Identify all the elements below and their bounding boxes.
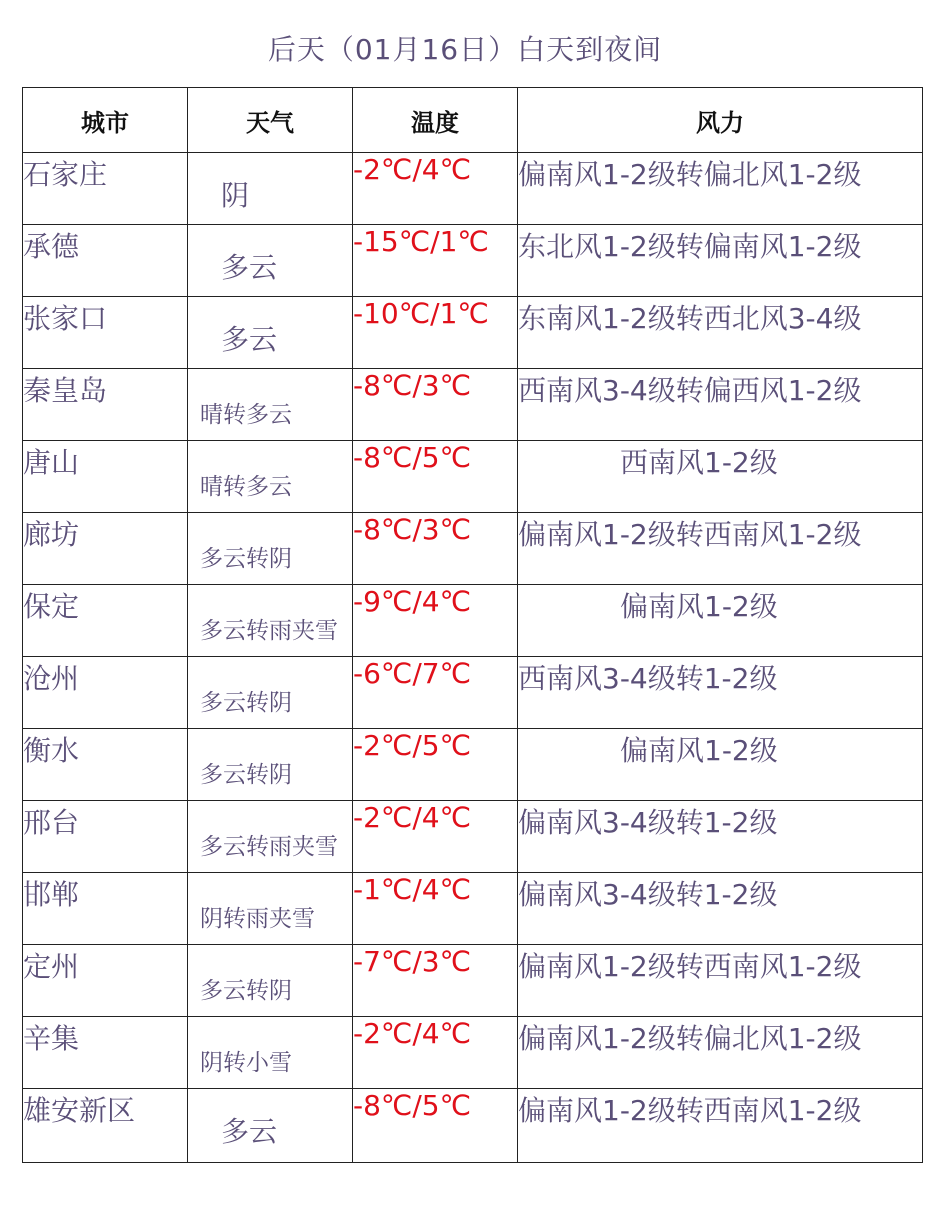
city-cell: 沧州 (23, 657, 188, 729)
wind-cell: 偏南风3-4级转1-2级 (518, 873, 923, 945)
table-row (23, 225, 923, 297)
temp-cell: -8℃/3℃ (353, 513, 518, 585)
header-wind: 风力 (518, 88, 923, 153)
temp-cell: -2℃/4℃ (353, 801, 518, 873)
table-row (23, 801, 923, 873)
table-row (23, 513, 923, 585)
city-cell: 雄安新区 (23, 1089, 188, 1163)
temp-cell: -8℃/3℃ (353, 369, 518, 441)
wind-cell: 偏南风1-2级 (518, 585, 923, 657)
wind-cell: 偏南风1-2级 (518, 729, 923, 801)
temp-cell: -10℃/1℃ (353, 297, 518, 369)
city-cell: 衡水 (23, 729, 188, 801)
temp-cell: -8℃/5℃ (353, 441, 518, 513)
city-cell: 承德 (23, 225, 188, 297)
table-row (23, 945, 923, 1017)
wind-cell: 偏南风1-2级转西南风1-2级 (518, 945, 923, 1017)
city-cell: 定州 (23, 945, 188, 1017)
table-row (23, 441, 923, 513)
table-header-row (23, 88, 923, 153)
table-row (23, 657, 923, 729)
header-city: 城市 (23, 88, 188, 153)
weather-cell: 晴转多云 (188, 369, 353, 441)
weather-cell: 多云转阴 (188, 513, 353, 585)
temp-cell: -9℃/4℃ (353, 585, 518, 657)
table-row (23, 873, 923, 945)
wind-cell: 偏南风1-2级转偏北风1-2级 (518, 1017, 923, 1089)
table-row (23, 1089, 923, 1163)
table-row (23, 729, 923, 801)
city-cell: 张家口 (23, 297, 188, 369)
table-row (23, 369, 923, 441)
table-row (23, 1017, 923, 1089)
forecast-table (22, 87, 923, 1163)
weather-cell: 阴转小雪 (188, 1017, 353, 1089)
wind-cell: 西南风1-2级 (518, 441, 923, 513)
city-cell: 辛集 (23, 1017, 188, 1089)
wind-cell: 西南风3-4级转1-2级 (518, 657, 923, 729)
city-cell: 保定 (23, 585, 188, 657)
wind-cell: 偏南风1-2级转偏北风1-2级 (518, 153, 923, 225)
temp-cell: -2℃/4℃ (353, 1017, 518, 1089)
wind-cell: 偏南风1-2级转西南风1-2级 (518, 1089, 923, 1163)
wind-cell: 东北风1-2级转偏南风1-2级 (518, 225, 923, 297)
weather-cell: 多云转阴 (188, 729, 353, 801)
city-cell: 邢台 (23, 801, 188, 873)
temp-cell: -2℃/4℃ (353, 153, 518, 225)
weather-cell: 阴 (188, 153, 353, 225)
weather-cell: 多云转阴 (188, 945, 353, 1017)
city-cell: 唐山 (23, 441, 188, 513)
weather-cell: 多云 (188, 225, 353, 297)
temp-cell: -1℃/4℃ (353, 873, 518, 945)
page-title: 后天（01月16日）白天到夜间 (267, 33, 663, 66)
temp-cell: -8℃/5℃ (353, 1089, 518, 1163)
city-cell: 廊坊 (23, 513, 188, 585)
wind-cell: 西南风3-4级转偏西风1-2级 (518, 369, 923, 441)
weather-cell: 多云转雨夹雪 (188, 801, 353, 873)
wind-cell: 偏南风3-4级转1-2级 (518, 801, 923, 873)
weather-cell: 晴转多云 (188, 441, 353, 513)
weather-cell: 多云转阴 (188, 657, 353, 729)
temp-cell: -6℃/7℃ (353, 657, 518, 729)
table-row (23, 297, 923, 369)
table-row (23, 153, 923, 225)
city-cell: 邯郸 (23, 873, 188, 945)
wind-cell: 东南风1-2级转西北风3-4级 (518, 297, 923, 369)
temp-cell: -2℃/5℃ (353, 729, 518, 801)
city-cell: 石家庄 (23, 153, 188, 225)
weather-cell: 阴转雨夹雪 (188, 873, 353, 945)
weather-cell: 多云 (188, 1089, 353, 1163)
header-weather: 天气 (188, 88, 353, 153)
weather-cell: 多云转雨夹雪 (188, 585, 353, 657)
table-row (23, 585, 923, 657)
temp-cell: -7℃/3℃ (353, 945, 518, 1017)
wind-cell: 偏南风1-2级转西南风1-2级 (518, 513, 923, 585)
city-cell: 秦皇岛 (23, 369, 188, 441)
temp-cell: -15℃/1℃ (353, 225, 518, 297)
header-temp: 温度 (353, 88, 518, 153)
weather-cell: 多云 (188, 297, 353, 369)
